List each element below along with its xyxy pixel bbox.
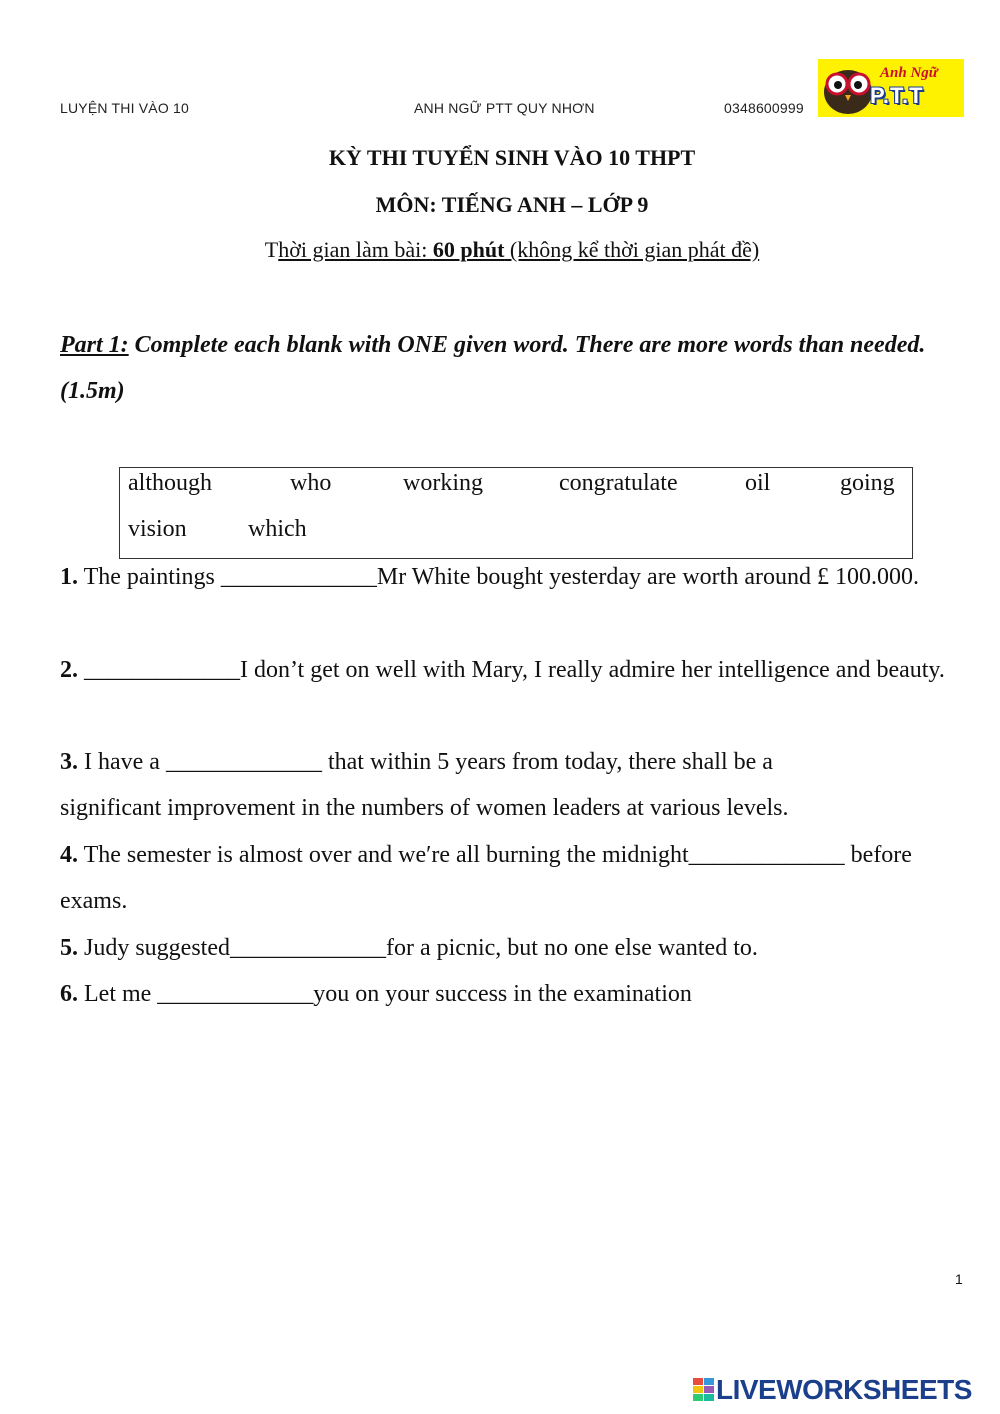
header-center: ANH NGỮ PTT QUY NHƠN bbox=[414, 100, 595, 116]
part1-label: Part 1: bbox=[60, 332, 129, 358]
word-bank-item: congratulate bbox=[559, 470, 678, 496]
time-underlined bbox=[278, 237, 759, 262]
question-number: 6. bbox=[60, 981, 78, 1007]
exam-title: KỲ THI TUYỂN SINH VÀO 10 THPT bbox=[328, 145, 696, 170]
word-bank-item: although bbox=[128, 470, 212, 496]
question-text: Judy suggested_____________for a picnic, but no one else wanted to. bbox=[78, 935, 758, 961]
header-phone: 0348600999 bbox=[724, 100, 804, 116]
liveworksheets-logo-icon bbox=[692, 1377, 716, 1403]
word-bank-item: who bbox=[290, 470, 332, 496]
question-number: 3. bbox=[60, 749, 78, 775]
word-bank-item: which bbox=[248, 516, 307, 542]
question-text: _____________I don’t get on well with Mary, I really admire her intelligence and beauty. bbox=[78, 657, 945, 683]
question-3 bbox=[60, 739, 880, 831]
word-bank-item: oil bbox=[745, 470, 771, 496]
question-2 bbox=[60, 647, 963, 693]
question-number: 2. bbox=[60, 657, 78, 683]
time-line bbox=[12, 237, 1000, 263]
question-number: 1. bbox=[60, 564, 78, 590]
school-logo bbox=[818, 59, 964, 117]
header-left: LUYỆN THI VÀO 10 bbox=[60, 100, 189, 116]
word-bank-item: working bbox=[403, 470, 483, 496]
logo-text-top: Anh Ngữ bbox=[880, 65, 938, 81]
page-number: 1 bbox=[955, 1271, 963, 1287]
question-text: The paintings _____________Mr White bought yesterday are worth around £ 100.000. bbox=[78, 564, 919, 590]
question-text: The semester is almost over and we′re all burning the midnight_____________ before exams. bbox=[60, 842, 912, 914]
question-1 bbox=[60, 554, 963, 600]
word-bank bbox=[119, 467, 913, 559]
part1-text: Complete each blank with ONE given word. There are more words than needed.(1.5m) bbox=[60, 332, 926, 404]
time-label: hời gian làm bài: bbox=[278, 237, 433, 262]
logo-text-bottom: P.T.T bbox=[870, 83, 924, 108]
liveworksheets-brand: LIVEWORKSHEETS bbox=[716, 1374, 972, 1405]
time-value: 60 phút bbox=[432, 237, 505, 262]
subject-title: MÔN: TIẾNG ANH – LỚP 9 bbox=[375, 192, 649, 217]
word-bank-item: going bbox=[840, 470, 895, 496]
question-text: I have a _____________ that within 5 years from today, there shall be a significant improvement in the numbers of women leaders at various levels. bbox=[60, 749, 789, 821]
time-note: (không kể thời gian phát đề) bbox=[504, 237, 760, 262]
question-5 bbox=[60, 925, 963, 971]
question-6 bbox=[60, 971, 963, 1017]
question-text: Let me _____________you on your success in the examination bbox=[78, 981, 692, 1007]
question-number: 4. bbox=[60, 842, 78, 868]
question-number: 5. bbox=[60, 935, 78, 961]
time-prefix: T bbox=[264, 237, 279, 262]
word-bank-item: vision bbox=[128, 516, 187, 542]
liveworksheets-footer bbox=[692, 1372, 972, 1408]
question-4 bbox=[60, 832, 950, 924]
part1-instruction bbox=[60, 322, 940, 414]
